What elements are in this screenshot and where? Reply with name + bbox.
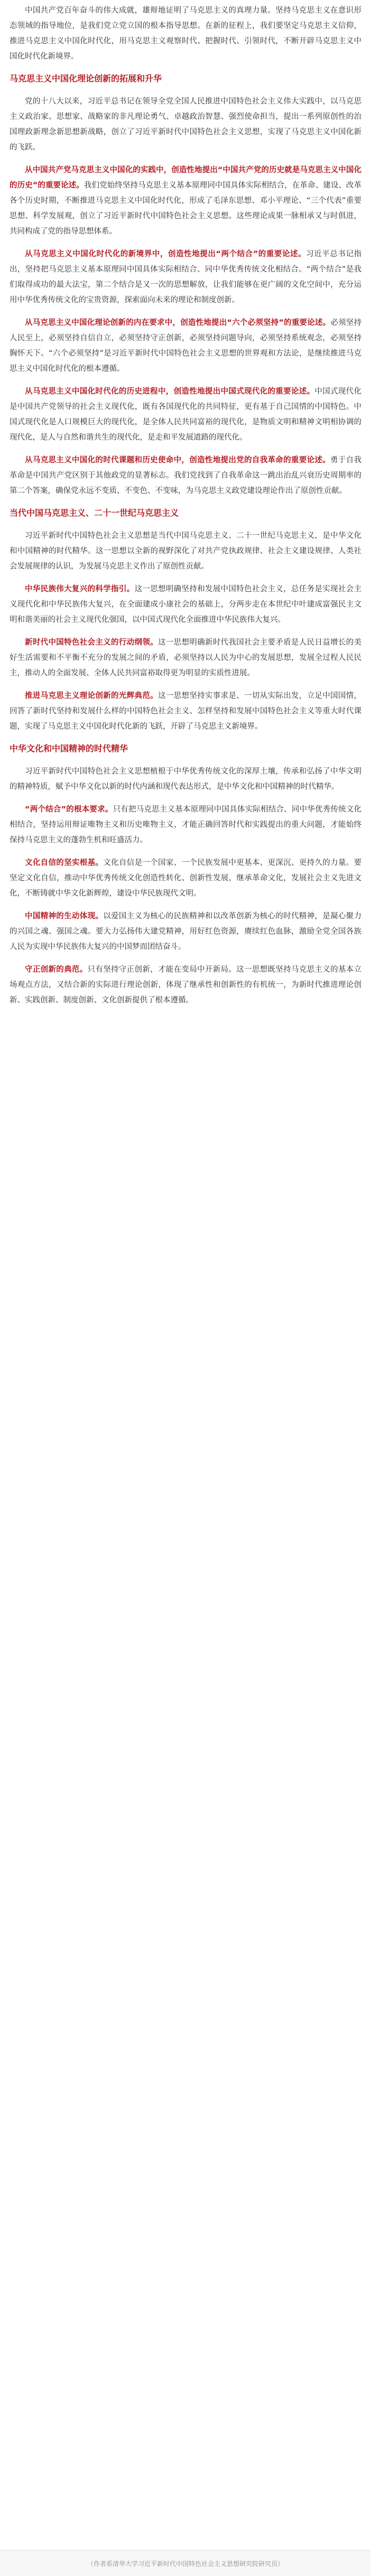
body-paragraph xyxy=(10,582,361,628)
body-paragraph xyxy=(10,315,361,377)
body-paragraph xyxy=(10,247,361,308)
body-paragraph xyxy=(10,453,361,499)
section-heading: 马克思主义中国化理论创新的拓展和升华 xyxy=(10,73,162,83)
body-paragraph xyxy=(10,909,361,955)
section-heading: 中华文化和中国精神的时代精华 xyxy=(10,743,128,754)
paragraph-lead: 从中国共产党马克思主义中国化的实践中，创造性地提出“中国共产党的历史就是马克思主义中国化的历史”的重要论述。 xyxy=(10,166,361,190)
paragraph-lead: 守正创新的典范。 xyxy=(25,965,88,974)
body-paragraph xyxy=(10,764,361,795)
article-section xyxy=(10,506,361,734)
paragraph-text: 只有把马克思主义基本原理同中国具体实际相结合、同中华优秀传统文化相结合，坚持运用辩证唯物主义和历史唯物主义，才能正确回答时代和实践提出的重大问题，才能始终保持马克思主义的蓬勃生机和旺盛活力。 xyxy=(10,805,362,844)
paragraph-lead: 从马克思主义中国化时代化的历史进程中，创造性地提出中国式现代化的重要论述。 xyxy=(25,387,315,396)
paragraph-lead: 新时代中国特色社会主义的行动纲领。 xyxy=(25,638,158,647)
body-paragraph xyxy=(10,855,361,901)
paragraph-lead: 推进马克思主义理论创新的光辉典范。 xyxy=(25,692,158,700)
paragraph-lead: 中国精神的生动体现。 xyxy=(25,912,104,920)
body-paragraph xyxy=(10,163,361,239)
body-paragraph xyxy=(10,3,361,64)
footer-text: （作者系清华大学习近平新时代中国特色社会主义思想研究院研究员） xyxy=(87,2560,284,2568)
footer-note xyxy=(0,2550,371,2576)
paragraph-lead: 文化自信的坚实根基。 xyxy=(25,859,104,867)
article-intro xyxy=(10,3,361,64)
paragraph-text: 党的十八大以来，习近平总书记在领导全党全国人民推进中国特色社会主义伟大实践中，以马克思主义政治家、思想家、战略家的非凡理论勇气、卓越政治智慧、强烈使命担当，提出一系列原创性的治国理政新理念新思想新战略，创立了习近平新时代中国特色社会主义思想，实现了马克思主义中国化新的飞跃。 xyxy=(10,97,361,152)
paragraph-text: 中国共产党百年奋斗的伟大成就，雄辩地证明了马克思主义的真理力量。坚持马克思主义在意识形态领域的指导地位，是我们党立党立国的根本指导思想。在新的征程上，我们要坚定马克思主义信仰，推进马克思主义中国化时代化，用马克思主义观察时代、把握时代、引领时代，不断开辟马克思主义中国化时代化新境界。 xyxy=(10,6,361,61)
paragraph-text: 以爱国主义为核心的民族精神和以改革创新为核心的时代精神，是凝心聚力的兴国之魂、强国之魂。要大力弘扬伟大建党精神，用好红色资源，赓续红色血脉，激励全党全国各族人民为实现中华民族伟大复兴的中国梦而团结奋斗。 xyxy=(10,912,362,951)
paragraph-text: 习近平新时代中国特色社会主义思想植根于中华优秀传统文化的深厚土壤，传承和弘扬了中华文明的精神特质，赋予中华文化以新的时代内涵和现代表达形式，是中华文化和中国精神的时代精华。 xyxy=(10,767,361,791)
article-section xyxy=(10,742,361,1008)
paragraph-lead: 从马克思主义中国化的时代课题和历史使命中，创造性地提出党的自我革命的重要论述。 xyxy=(25,456,331,464)
paragraph-lead: 从马克思主义中国化理论创新的内在要求中，创造性地提出“六个必须坚持”的重要论述。 xyxy=(25,319,331,327)
paragraph-text: 习近平新时代中国特色社会主义思想是当代中国马克思主义、二十一世纪马克思主义，是中华文化和中国精神的时代精华。这一思想以全新的视野深化了对共产党执政规律、社会主义建设规律、人类社会发展规律的认识，为发展马克思主义作出了原创性贡献。 xyxy=(10,532,361,571)
body-paragraph xyxy=(10,94,361,155)
body-paragraph xyxy=(10,635,361,681)
paragraph-text: 这一思想坚持实事求是、一切从实际出发，立足中国国情，回答了新时代坚持和发展什么样的中国特色社会主义、怎样坚持和发展中国特色社会主义等重大时代课题，实现了马克思主义中国化时代化新的飞跃，开辟了马克思主义新境界。 xyxy=(10,692,362,731)
paragraph-text: 必须坚持人民至上，必须坚持自信自立，必须坚持守正创新，必须坚持问题导向，必须坚持系统观念，必须坚持胸怀天下。“六个必须坚持”是习近平新时代中国特色社会主义思想的世界观和方法论，是继续推进马克思主义中国化时代化的根本遵循。 xyxy=(10,319,361,373)
body-paragraph xyxy=(10,384,361,445)
paragraph-text: 中国式现代化是中国共产党领导的社会主义现代化，既有各国现代化的共同特征，更有基于自己国情的中国特色。中国式现代化是人口规模巨大的现代化，是全体人民共同富裕的现代化，是物质文明和精神文明相协调的现代化，是人与自然和谐共生的现代化，是走和平发展道路的现代化。 xyxy=(10,387,361,442)
article-section xyxy=(10,72,361,499)
paragraph-lead: 从马克思主义中国化时代化的新境界中，创造性地提出“两个结合”的重要论述。 xyxy=(25,250,307,258)
paragraph-text: 我们党始终坚持马克思主义基本原理同中国具体实际相结合，在革命、建设、改革各个历史时期，不断推进马克思主义中国化时代化，形成了毛泽东思想、邓小平理论、“三个代表”重要思想、科学发展观，创立了习近平新时代中国特色社会主义思想。这些理论成果一脉相承又与时俱进，共同构成了党的指导思想体系。 xyxy=(10,181,362,236)
paragraph-text: 这一思想明确坚持和发展中国特色社会主义，总任务是实现社会主义现代化和中华民族伟大复兴，在全面建成小康社会的基础上，分两步走在本世纪中叶建成富强民主文明和谐美丽的社会主义现代化强国，以中国式现代化全面推进中华民族伟大复兴。 xyxy=(10,585,361,624)
section-heading: 当代中国马克思主义、二十一世纪马克思主义 xyxy=(10,508,179,518)
body-paragraph xyxy=(10,689,361,734)
body-paragraph xyxy=(10,528,361,574)
paragraph-text: 这一思想明确新时代我国社会主要矛盾是人民日益增长的美好生活需要和不平衡不充分的发展之间的矛盾，必须坚持以人民为中心的发展思想，发展全过程人民民主，推动人的全面发展、全体人民共同富裕取得更为明显的实质性进展。 xyxy=(10,638,362,677)
body-paragraph xyxy=(10,802,361,848)
paragraph-text: 文化自信是一个国家、一个民族发展中更基本、更深沉、更持久的力量。要坚定文化自信，推动中华优秀传统文化创造性转化、创新性发展，继承革命文化，发展社会主义先进文化，不断铸就中华文化新辉煌，建设中华民族现代文明。 xyxy=(10,859,362,898)
article-sections xyxy=(10,72,361,1008)
paragraph-text: 勇于自我革命是中国共产党区别于其他政党的显著标志。我们党找到了自我革命这一跳出治乱兴衰历史周期率的第二个答案，确保党永远不变质、不变色、不变味，为马克思主义政党建设理论作出了原创性贡献。 xyxy=(10,456,362,495)
paragraph-text: 习近平总书记指出，坚持把马克思主义基本原理同中国具体实际相结合、同中华优秀传统文化相结合。“两个结合”是我们取得成功的最大法宝，第二个结合是又一次的思想解放，让我们能够在更广阔的文化空间中，充分运用中华优秀传统文化的宝贵资源，探索面向未来的理论和制度创新。 xyxy=(10,250,362,304)
paragraph-lead: 中华民族伟大复兴的科学指引。 xyxy=(25,585,135,593)
paragraph-lead: “两个结合”的根本要求。 xyxy=(25,805,113,814)
paragraph-text: 只有坚持守正创新，才能在变局中开新局。这一思想既坚持马克思主义的基本立场观点方法，又结合新的实际进行理论创新，体现了继承性和创新性的有机统一，为新时代推进理论创新、实践创新、制度创新、文化创新提供了根本遵循。 xyxy=(10,965,362,1005)
body-paragraph xyxy=(10,962,361,1008)
